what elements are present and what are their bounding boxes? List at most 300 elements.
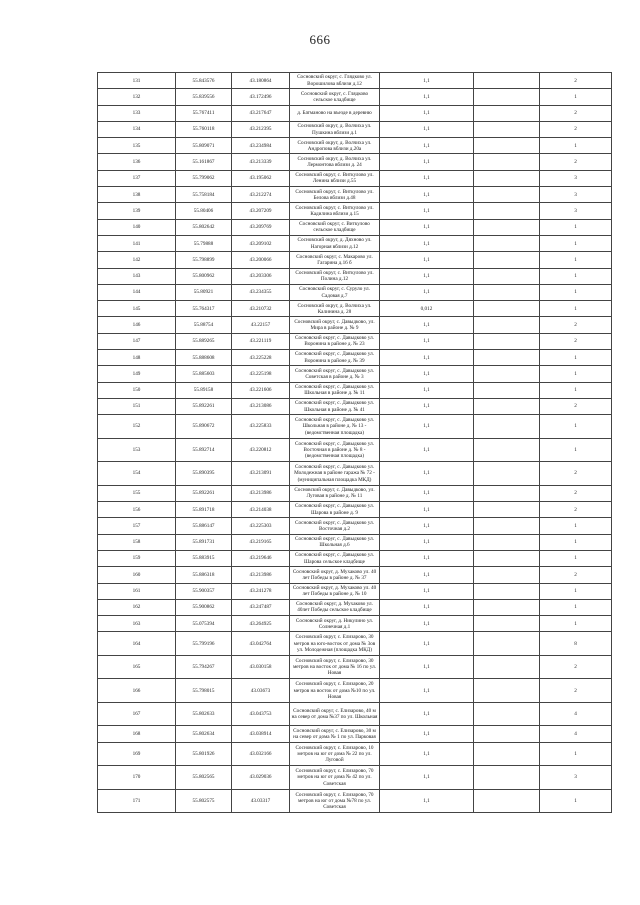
row-number-cell: 157 bbox=[98, 518, 176, 534]
latitude-cell: 55.80406 bbox=[176, 203, 232, 219]
empty-cell bbox=[474, 138, 540, 154]
row-number-cell: 159 bbox=[98, 550, 176, 566]
empty-cell bbox=[474, 333, 540, 349]
row-number-cell: 142 bbox=[98, 252, 176, 268]
table-row bbox=[98, 583, 612, 599]
row-number-cell: 158 bbox=[98, 534, 176, 550]
table-row bbox=[98, 301, 612, 317]
area-cell: 1,1 bbox=[380, 742, 474, 766]
latitude-cell: 55.886318 bbox=[176, 567, 232, 583]
address-cell: Сосновский округ, д. Мухаково ул. 40лет Победы сельское кладбище bbox=[290, 599, 380, 615]
empty-cell bbox=[474, 462, 540, 486]
table-row bbox=[98, 616, 612, 632]
empty-cell bbox=[474, 366, 540, 382]
area-cell: 1,1 bbox=[380, 462, 474, 486]
area-cell: 1,1 bbox=[380, 154, 474, 170]
area-cell: 1,1 bbox=[380, 382, 474, 398]
empty-cell bbox=[474, 105, 540, 121]
address-cell: Сосновский округ, с. Елизарово, 30 м на север от дома № 1 по ул. Парковая bbox=[290, 726, 380, 742]
address-cell: Сосновский округ, с. Глядково ул. Ворошилова вблизи д.12 bbox=[290, 73, 380, 89]
longitude-cell: 43.247487 bbox=[232, 599, 290, 615]
latitude-cell: 55.799062 bbox=[176, 170, 232, 186]
empty-cell bbox=[474, 317, 540, 333]
table-row bbox=[98, 415, 612, 439]
longitude-cell: 43.221606 bbox=[232, 382, 290, 398]
table-row bbox=[98, 567, 612, 583]
latitude-cell: 55.79888 bbox=[176, 235, 232, 251]
container-count-cell: 1 bbox=[540, 268, 612, 284]
longitude-cell: 43.213339 bbox=[232, 154, 290, 170]
empty-cell bbox=[474, 252, 540, 268]
empty-cell bbox=[474, 170, 540, 186]
longitude-cell: 43.180864 bbox=[232, 73, 290, 89]
row-number-cell: 169 bbox=[98, 742, 176, 766]
container-count-cell: 1 bbox=[540, 382, 612, 398]
longitude-cell: 43.214038 bbox=[232, 502, 290, 518]
table-row bbox=[98, 187, 612, 203]
area-cell: 1,1 bbox=[380, 726, 474, 742]
area-cell: 1,1 bbox=[380, 350, 474, 366]
longitude-cell: 43.212395 bbox=[232, 121, 290, 137]
longitude-cell: 43.043753 bbox=[232, 702, 290, 726]
container-count-cell: 1 bbox=[540, 518, 612, 534]
address-cell: Сосновский округ, д. Волчиха ул. Андропова вблизи д.20а bbox=[290, 138, 380, 154]
empty-cell bbox=[474, 438, 540, 462]
container-count-cell: 3 bbox=[540, 170, 612, 186]
area-cell: 1,1 bbox=[380, 702, 474, 726]
table-row bbox=[98, 632, 612, 656]
longitude-cell: 43.217647 bbox=[232, 105, 290, 121]
table-row bbox=[98, 73, 612, 89]
area-cell: 1,1 bbox=[380, 73, 474, 89]
address-cell: Сосновский округ, д. Дяхново ул. Нагорная вблизи д.12 bbox=[290, 235, 380, 251]
area-cell: 1,1 bbox=[380, 583, 474, 599]
area-cell: 1,1 bbox=[380, 766, 474, 790]
table-row bbox=[98, 121, 612, 137]
table-row bbox=[98, 333, 612, 349]
latitude-cell: 55.891718 bbox=[176, 502, 232, 518]
area-cell: 1,1 bbox=[380, 534, 474, 550]
address-cell: Сосновский округ, д. Волчиха ул. Пушкина вблизи д.1 bbox=[290, 121, 380, 137]
address-cell: Сосновский округ, с. Макарово ул. Гагарина д.16 б bbox=[290, 252, 380, 268]
row-number-cell: 163 bbox=[98, 616, 176, 632]
longitude-cell: 43.234984 bbox=[232, 138, 290, 154]
latitude-cell: 55.075394 bbox=[176, 616, 232, 632]
row-number-cell: 141 bbox=[98, 235, 176, 251]
row-number-cell: 167 bbox=[98, 702, 176, 726]
latitude-cell: 55.889265 bbox=[176, 333, 232, 349]
empty-cell bbox=[474, 726, 540, 742]
row-number-cell: 154 bbox=[98, 462, 176, 486]
table-row bbox=[98, 599, 612, 615]
empty-cell bbox=[474, 485, 540, 501]
row-number-cell: 165 bbox=[98, 655, 176, 679]
address-cell: Сосновский округ, с. Давыдково ул. Восточная в районе д. № 8 - (ведомственная площадка) bbox=[290, 438, 380, 462]
row-number-cell: 139 bbox=[98, 203, 176, 219]
address-cell: Сосновский округ, с. Глядково сельское кладбище bbox=[290, 89, 380, 105]
longitude-cell: 43.225833 bbox=[232, 415, 290, 439]
address-cell: Сосновский округ, с. Виткулово сельское кладбище bbox=[290, 219, 380, 235]
area-cell: 1,1 bbox=[380, 366, 474, 382]
address-cell: Сосновский округ, с. Елизарово, 70 метров на юг от дома №78 по ул. Советская bbox=[290, 789, 380, 813]
address-cell: Сосновский округ, д. Мухаково ул. 40 лет Победы в районе д. № 10 bbox=[290, 583, 380, 599]
container-count-cell: 3 bbox=[540, 187, 612, 203]
area-cell: 1,1 bbox=[380, 616, 474, 632]
row-number-cell: 161 bbox=[98, 583, 176, 599]
empty-cell bbox=[474, 235, 540, 251]
area-cell: 1,1 bbox=[380, 518, 474, 534]
page-number: 666 bbox=[309, 32, 331, 47]
latitude-cell: 55.760118 bbox=[176, 121, 232, 137]
row-number-cell: 146 bbox=[98, 317, 176, 333]
latitude-cell: 55.900357 bbox=[176, 583, 232, 599]
empty-cell bbox=[474, 350, 540, 366]
latitude-cell: 55.892261 bbox=[176, 485, 232, 501]
empty-cell bbox=[474, 89, 540, 105]
empty-cell bbox=[474, 550, 540, 566]
empty-cell bbox=[474, 632, 540, 656]
area-cell: 1,1 bbox=[380, 789, 474, 813]
container-count-cell: 1 bbox=[540, 219, 612, 235]
container-count-cell: 2 bbox=[540, 655, 612, 679]
table-row bbox=[98, 350, 612, 366]
address-cell: Сосновский округ, д. Никулино ул. Солнечная д.1 bbox=[290, 616, 380, 632]
longitude-cell: 43.209102 bbox=[232, 235, 290, 251]
empty-cell bbox=[474, 789, 540, 813]
empty-cell bbox=[474, 121, 540, 137]
container-count-cell: 3 bbox=[540, 766, 612, 790]
area-cell: 1,1 bbox=[380, 268, 474, 284]
empty-cell bbox=[474, 567, 540, 583]
table-row bbox=[98, 138, 612, 154]
latitude-cell: 55.764317 bbox=[176, 301, 232, 317]
table-row bbox=[98, 550, 612, 566]
area-cell: 1,1 bbox=[380, 398, 474, 414]
empty-cell bbox=[474, 702, 540, 726]
address-cell: Сосновский округ, д. Мухаково ул. 40 лет Победы в районе д. № 37 bbox=[290, 567, 380, 583]
latitude-cell: 55.888608 bbox=[176, 350, 232, 366]
row-number-cell: 150 bbox=[98, 382, 176, 398]
longitude-cell: 43.195062 bbox=[232, 170, 290, 186]
area-cell: 1,1 bbox=[380, 679, 474, 703]
longitude-cell: 43.22157 bbox=[232, 317, 290, 333]
container-count-cell: 3 bbox=[540, 203, 612, 219]
latitude-cell: 55.802565 bbox=[176, 766, 232, 790]
longitude-cell: 43.213086 bbox=[232, 398, 290, 414]
table-row bbox=[98, 398, 612, 414]
row-number-cell: 135 bbox=[98, 138, 176, 154]
longitude-cell: 43.264925 bbox=[232, 616, 290, 632]
row-number-cell: 152 bbox=[98, 415, 176, 439]
row-number-cell: 170 bbox=[98, 766, 176, 790]
container-count-cell: 1 bbox=[540, 284, 612, 300]
container-count-cell: 1 bbox=[540, 366, 612, 382]
empty-cell bbox=[474, 518, 540, 534]
row-number-cell: 131 bbox=[98, 73, 176, 89]
table-row bbox=[98, 726, 612, 742]
area-cell: 1,1 bbox=[380, 438, 474, 462]
area-cell: 1,1 bbox=[380, 219, 474, 235]
longitude-cell: 43.219646 bbox=[232, 550, 290, 566]
table-row bbox=[98, 235, 612, 251]
empty-cell bbox=[474, 766, 540, 790]
address-cell: Сосновский округ, с. Давыдково, ул. Луговая в районе д. № 11 bbox=[290, 485, 380, 501]
longitude-cell: 43.220812 bbox=[232, 438, 290, 462]
container-count-cell: 1 bbox=[540, 742, 612, 766]
table-row bbox=[98, 789, 612, 813]
container-count-cell: 4 bbox=[540, 726, 612, 742]
address-cell: Сосновский округ, с. Елизарово, 30 метров на восток от дома № 16 по ул. Новая bbox=[290, 655, 380, 679]
container-count-cell: 2 bbox=[540, 317, 612, 333]
empty-cell bbox=[474, 502, 540, 518]
longitude-cell: 43.203306 bbox=[232, 268, 290, 284]
address-cell: Сосновский округ, с. Елизарово, 10 метров на юг от дома № 22 по ул. Луговой bbox=[290, 742, 380, 766]
table-row bbox=[98, 518, 612, 534]
table-row bbox=[98, 170, 612, 186]
longitude-cell: 43.209769 bbox=[232, 219, 290, 235]
empty-cell bbox=[474, 268, 540, 284]
area-cell: 1,1 bbox=[380, 284, 474, 300]
table-row bbox=[98, 366, 612, 382]
latitude-cell: 55.798015 bbox=[176, 679, 232, 703]
address-cell: Сосновский округ, с. Давыдково ул. Школьная д.6 bbox=[290, 534, 380, 550]
table-row bbox=[98, 438, 612, 462]
container-count-cell: 1 bbox=[540, 599, 612, 615]
latitude-cell: 55.891731 bbox=[176, 534, 232, 550]
longitude-cell: 43.225303 bbox=[232, 518, 290, 534]
latitude-cell: 55.798899 bbox=[176, 252, 232, 268]
row-number-cell: 162 bbox=[98, 599, 176, 615]
area-cell: 1,1 bbox=[380, 655, 474, 679]
row-number-cell: 137 bbox=[98, 170, 176, 186]
area-cell: 1,1 bbox=[380, 252, 474, 268]
table-row bbox=[98, 766, 612, 790]
empty-cell bbox=[474, 154, 540, 170]
longitude-cell: 43.200066 bbox=[232, 252, 290, 268]
address-cell: Сосновский округ, с. Давыдково ул. Восточная д.2 bbox=[290, 518, 380, 534]
address-cell: Сосновский округ, с. Давыдково, ул. Мира в районе д. № 9 bbox=[290, 317, 380, 333]
container-count-cell: 2 bbox=[540, 462, 612, 486]
address-cell: Сосновский округ, д. Волчиха ул. Калинина д. 28 bbox=[290, 301, 380, 317]
empty-cell bbox=[474, 415, 540, 439]
address-cell: Сосновский округ, с. Давыдково ул. Воронина в районе д. № 39 bbox=[290, 350, 380, 366]
latitude-cell: 55.799196 bbox=[176, 632, 232, 656]
container-count-cell: 1 bbox=[540, 583, 612, 599]
row-number-cell: 168 bbox=[98, 726, 176, 742]
table-row bbox=[98, 655, 612, 679]
container-count-cell: 1 bbox=[540, 550, 612, 566]
table-row bbox=[98, 679, 612, 703]
table-row bbox=[98, 702, 612, 726]
latitude-cell: 55.767411 bbox=[176, 105, 232, 121]
area-cell: 1,1 bbox=[380, 632, 474, 656]
latitude-cell: 55.892714 bbox=[176, 438, 232, 462]
longitude-cell: 43.225198 bbox=[232, 366, 290, 382]
address-cell: Сосновский округ, с. Виткулово ул. Белова вблизи д.48 bbox=[290, 187, 380, 203]
latitude-cell: 55.801926 bbox=[176, 742, 232, 766]
container-count-cell: 1 bbox=[540, 438, 612, 462]
table-row bbox=[98, 502, 612, 518]
container-count-cell: 1 bbox=[540, 89, 612, 105]
address-cell: д. Батманово на въезде в деревню bbox=[290, 105, 380, 121]
row-number-cell: 132 bbox=[98, 89, 176, 105]
empty-cell bbox=[474, 382, 540, 398]
table-row bbox=[98, 534, 612, 550]
area-cell: 1,1 bbox=[380, 235, 474, 251]
address-cell: Сосновский округ, с. Давыдково ул. Советская в районе д. № 3 bbox=[290, 366, 380, 382]
empty-cell bbox=[474, 534, 540, 550]
longitude-cell: 43.03673 bbox=[232, 679, 290, 703]
longitude-cell: 43.042764 bbox=[232, 632, 290, 656]
longitude-cell: 43.213986 bbox=[232, 485, 290, 501]
empty-cell bbox=[474, 583, 540, 599]
latitude-cell: 55.809071 bbox=[176, 138, 232, 154]
empty-cell bbox=[474, 679, 540, 703]
container-count-cell: 1 bbox=[540, 534, 612, 550]
longitude-cell: 43.225228 bbox=[232, 350, 290, 366]
container-count-cell: 2 bbox=[540, 567, 612, 583]
container-count-cell: 1 bbox=[540, 350, 612, 366]
area-cell: 1,1 bbox=[380, 485, 474, 501]
empty-cell bbox=[474, 398, 540, 414]
area-cell: 0,012 bbox=[380, 301, 474, 317]
container-count-cell: 2 bbox=[540, 679, 612, 703]
container-count-cell: 1 bbox=[540, 138, 612, 154]
container-sites-table bbox=[97, 72, 612, 813]
longitude-cell: 43.038914 bbox=[232, 726, 290, 742]
address-cell: Сосновский округ, с. Виткулово ул. Ленина вблизи д.55 bbox=[290, 170, 380, 186]
row-number-cell: 145 bbox=[98, 301, 176, 317]
empty-cell bbox=[474, 616, 540, 632]
address-cell: Сосновский округ, с. Давыдково ул. Шарова сельское кладбище bbox=[290, 550, 380, 566]
latitude-cell: 55.802575 bbox=[176, 789, 232, 813]
latitude-cell: 55.161867 bbox=[176, 154, 232, 170]
container-count-cell: 2 bbox=[540, 485, 612, 501]
container-count-cell: 1 bbox=[540, 301, 612, 317]
longitude-cell: 43.234355 bbox=[232, 284, 290, 300]
row-number-cell: 140 bbox=[98, 219, 176, 235]
empty-cell bbox=[474, 742, 540, 766]
latitude-cell: 55.800962 bbox=[176, 268, 232, 284]
table-row bbox=[98, 284, 612, 300]
area-cell: 1,1 bbox=[380, 599, 474, 615]
table-row bbox=[98, 485, 612, 501]
latitude-cell: 55.802633 bbox=[176, 702, 232, 726]
area-cell: 1,1 bbox=[380, 317, 474, 333]
address-cell: Сосновский округ, с. Виткулово ул. Кадилина вблизи д.15 bbox=[290, 203, 380, 219]
address-cell: Сосновский округ, с. Давыдково ул. Молодежная в районе гаража № 72 - (муниципальная площадка МКД) bbox=[290, 462, 380, 486]
longitude-cell: 43.03317 bbox=[232, 789, 290, 813]
container-count-cell: 2 bbox=[540, 154, 612, 170]
row-number-cell: 147 bbox=[98, 333, 176, 349]
address-cell: Сосновский округ, с. Елизарово, 30 метров на юго-восток от дома № 3ов ул. Молодежная (площадка МКД) bbox=[290, 632, 380, 656]
address-cell: Сосновский округ, с. Давыдково ул. Школьная в районе д. № 41 bbox=[290, 398, 380, 414]
empty-cell bbox=[474, 599, 540, 615]
row-number-cell: 155 bbox=[98, 485, 176, 501]
empty-cell bbox=[474, 219, 540, 235]
row-number-cell: 133 bbox=[98, 105, 176, 121]
longitude-cell: 43.029036 bbox=[232, 766, 290, 790]
area-cell: 1,1 bbox=[380, 105, 474, 121]
longitude-cell: 43.210732 bbox=[232, 301, 290, 317]
container-count-cell: 2 bbox=[540, 333, 612, 349]
table-row bbox=[98, 154, 612, 170]
row-number-cell: 138 bbox=[98, 187, 176, 203]
address-cell: Сосновский округ, д. Волчиха ул. Лермонтова вблизи д. 24 bbox=[290, 154, 380, 170]
empty-cell bbox=[474, 203, 540, 219]
latitude-cell: 55.802642 bbox=[176, 219, 232, 235]
area-cell: 1,1 bbox=[380, 203, 474, 219]
latitude-cell: 55.890395 bbox=[176, 462, 232, 486]
latitude-cell: 55.794267 bbox=[176, 655, 232, 679]
longitude-cell: 43.212274 bbox=[232, 187, 290, 203]
empty-cell bbox=[474, 187, 540, 203]
address-cell: Сосновский округ, с. Давыдково ул. Школьная в районе д. № 11 bbox=[290, 382, 380, 398]
latitude-cell: 55.886147 bbox=[176, 518, 232, 534]
table-row bbox=[98, 89, 612, 105]
area-cell: 1,1 bbox=[380, 567, 474, 583]
table-row bbox=[98, 742, 612, 766]
table-row bbox=[98, 219, 612, 235]
row-number-cell: 160 bbox=[98, 567, 176, 583]
container-count-cell: 2 bbox=[540, 73, 612, 89]
container-count-cell: 1 bbox=[540, 235, 612, 251]
latitude-cell: 55.758184 bbox=[176, 187, 232, 203]
latitude-cell: 55.839556 bbox=[176, 89, 232, 105]
longitude-cell: 43.032166 bbox=[232, 742, 290, 766]
row-number-cell: 143 bbox=[98, 268, 176, 284]
address-cell: Сосновский округ, с. Елизарово, 70 метров на юг от дома № 42 по ул. Советская bbox=[290, 766, 380, 790]
area-cell: 1,1 bbox=[380, 187, 474, 203]
longitude-cell: 43.030158 bbox=[232, 655, 290, 679]
longitude-cell: 43.172496 bbox=[232, 89, 290, 105]
row-number-cell: 136 bbox=[98, 154, 176, 170]
latitude-cell: 55.843576 bbox=[176, 73, 232, 89]
address-cell: Сосновский округ, с. Елизарово, 40 м на север от дома №37 по ул. Школьная bbox=[290, 702, 380, 726]
container-count-cell: 1 bbox=[540, 789, 612, 813]
latitude-cell: 55.883915 bbox=[176, 550, 232, 566]
container-count-cell: 2 bbox=[540, 105, 612, 121]
empty-cell bbox=[474, 73, 540, 89]
latitude-cell: 55.802634 bbox=[176, 726, 232, 742]
longitude-cell: 43.221119 bbox=[232, 333, 290, 349]
table-row bbox=[98, 203, 612, 219]
table-row bbox=[98, 105, 612, 121]
area-cell: 1,1 bbox=[380, 550, 474, 566]
latitude-cell: 55.892261 bbox=[176, 398, 232, 414]
area-cell: 1,1 bbox=[380, 333, 474, 349]
row-number-cell: 151 bbox=[98, 398, 176, 414]
area-cell: 1,1 bbox=[380, 138, 474, 154]
empty-cell bbox=[474, 301, 540, 317]
table-row bbox=[98, 268, 612, 284]
table-row bbox=[98, 462, 612, 486]
address-cell: Сосновский округ, с. Виткулово ул. Полина д.12 bbox=[290, 268, 380, 284]
latitude-cell: 55.885603 bbox=[176, 366, 232, 382]
address-cell: Сосновский округ, с. Давыдково ул. Шарова в районе д. 9 bbox=[290, 502, 380, 518]
address-cell: Сосновский округ, с. Давыдково ул. Школьная в районе д. № 13 - (ведомственная площадка) bbox=[290, 415, 380, 439]
empty-cell bbox=[474, 284, 540, 300]
row-number-cell: 144 bbox=[98, 284, 176, 300]
area-cell: 1,1 bbox=[380, 502, 474, 518]
address-cell: Сосновский округ, с. Давыдково ул. Воронина в районе д. № 23 bbox=[290, 333, 380, 349]
latitude-cell: 55.80921 bbox=[176, 284, 232, 300]
area-cell: 1,1 bbox=[380, 415, 474, 439]
container-count-cell: 2 bbox=[540, 121, 612, 137]
longitude-cell: 43.207209 bbox=[232, 203, 290, 219]
container-count-cell: 4 bbox=[540, 702, 612, 726]
container-count-cell: 1 bbox=[540, 616, 612, 632]
